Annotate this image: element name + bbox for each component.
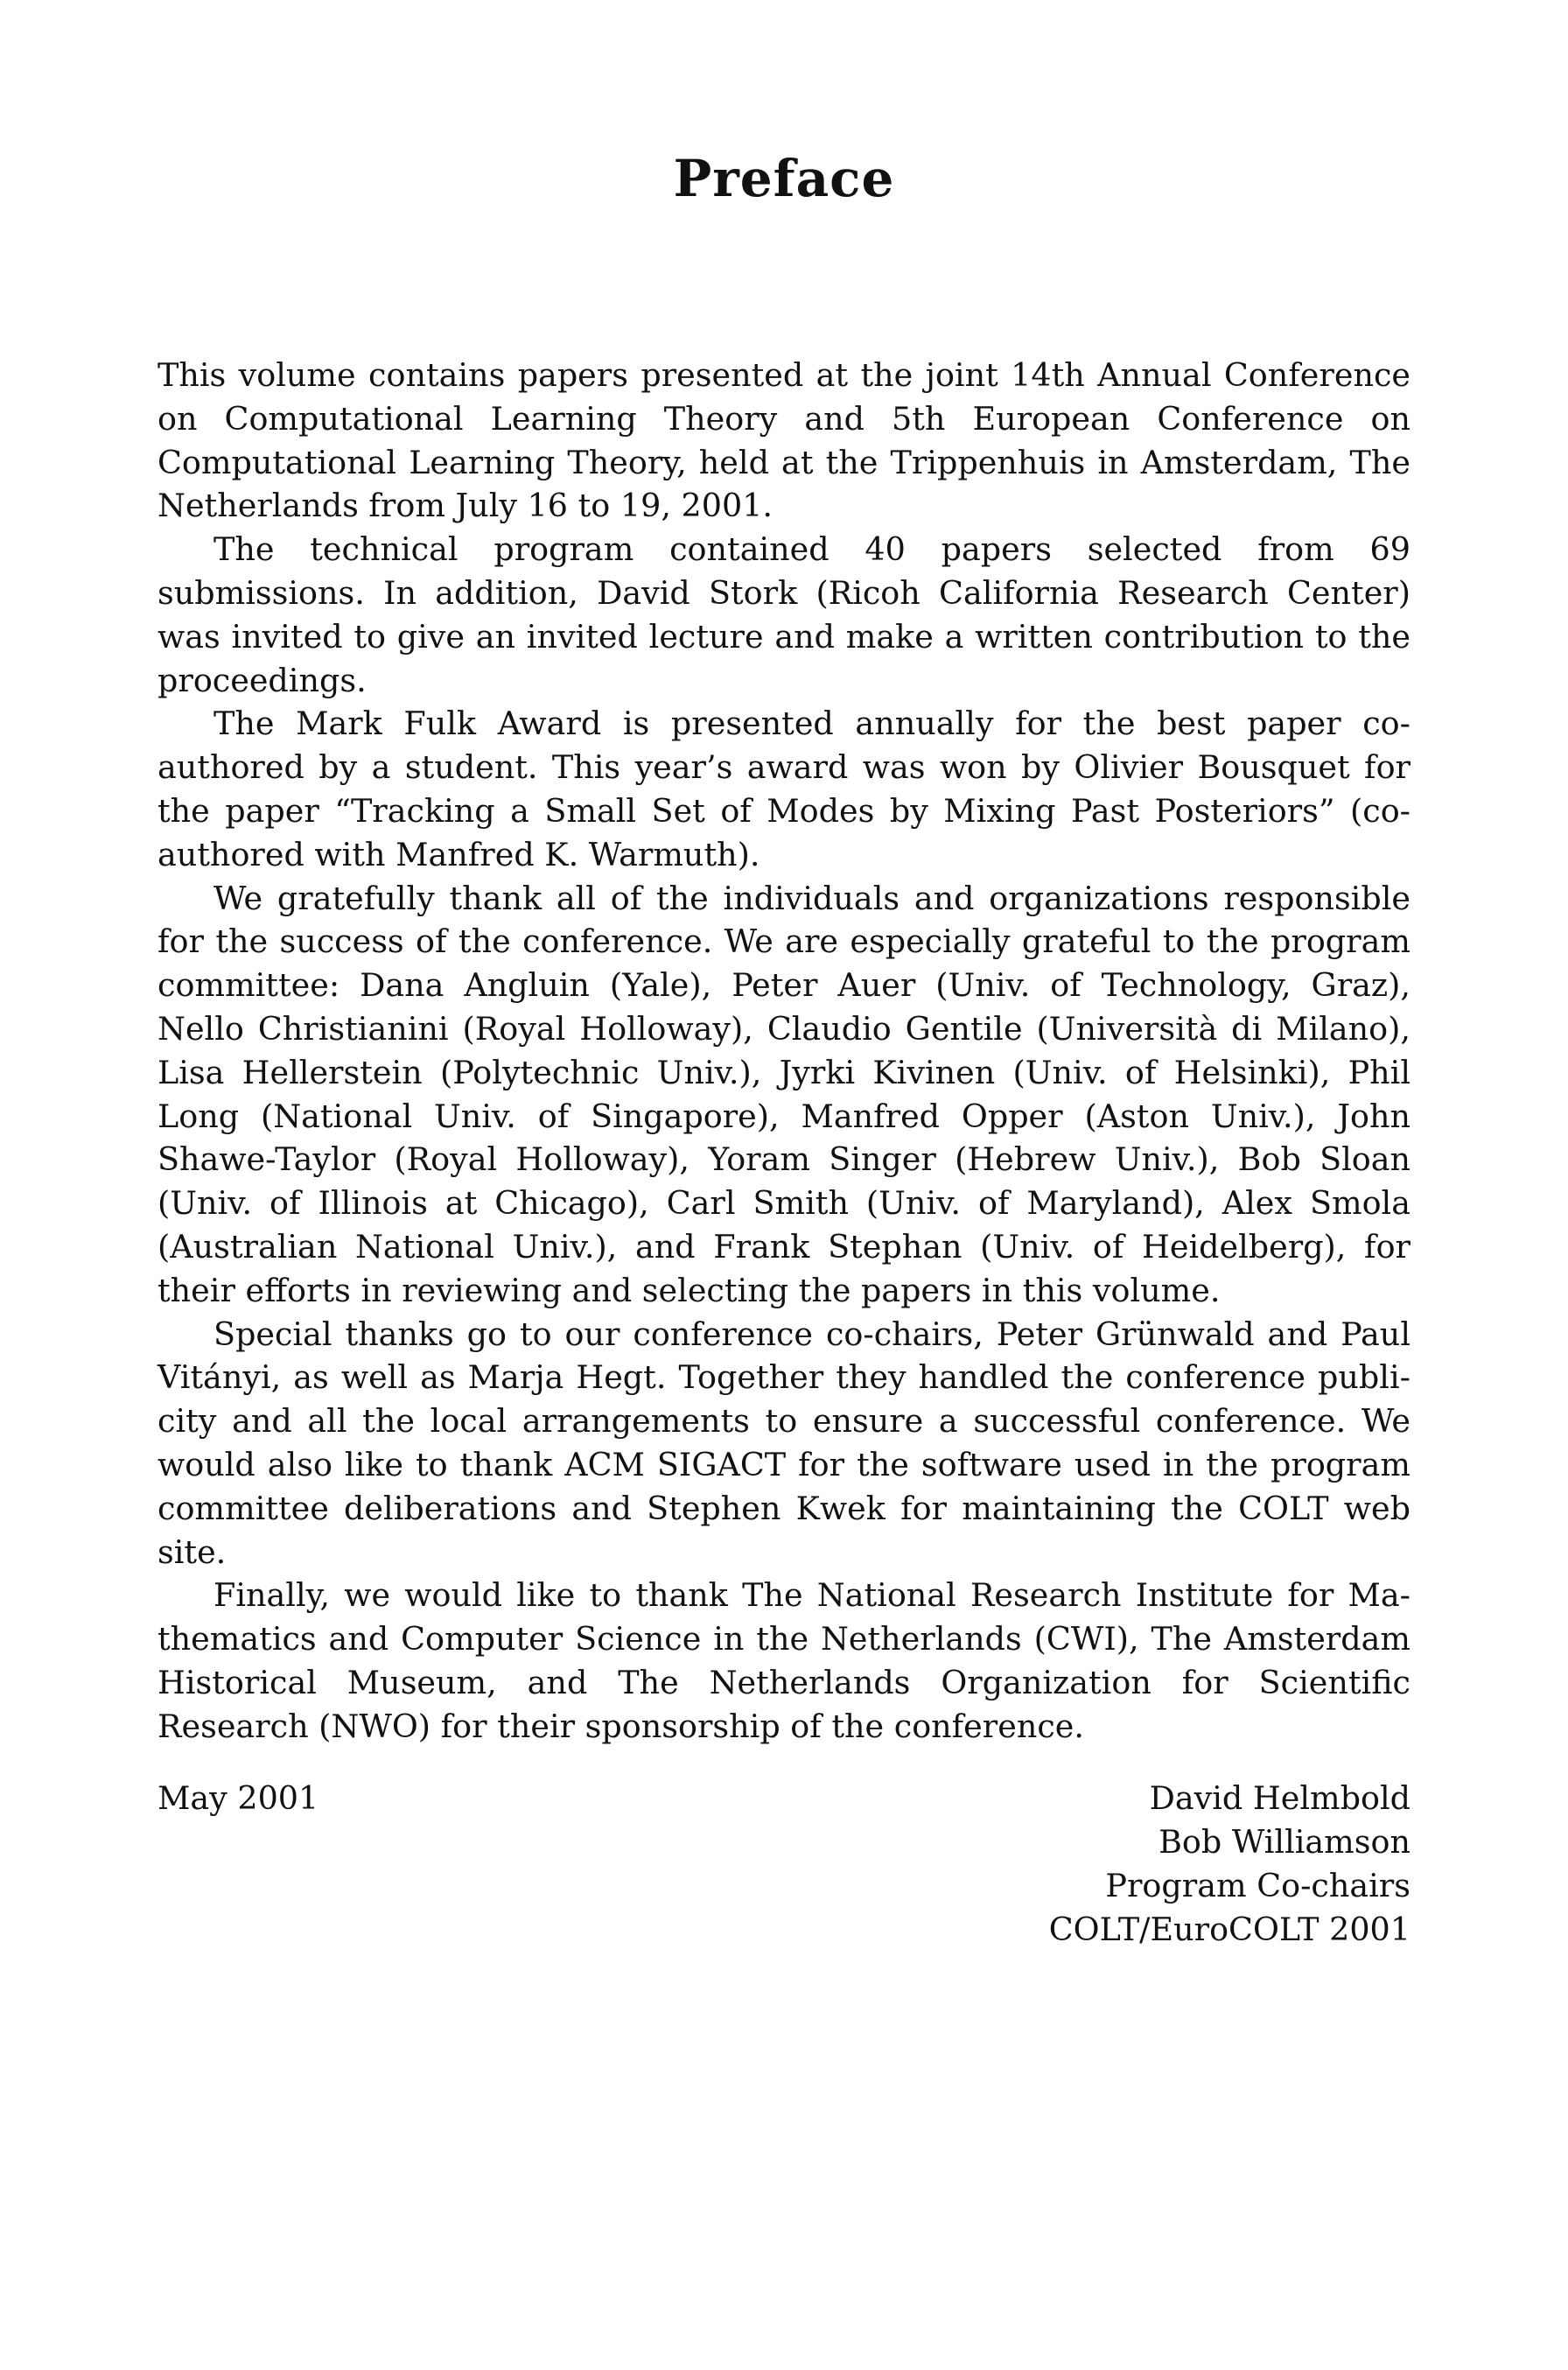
paragraph-5: Special thanks go to our conference co-chairs, Peter Grünwald and Paul Vitányi, as well as Marja Hegt. Together they handled the conference publicity and all the local arrangements to ensure a successful conference. We would also like to thank ACM SIGACT for the software used in the program committee deliberations and Stephen Kwek for maintaining the COLT web site. xyxy=(158,1315,1410,1571)
signature-name-2: Bob Williamson xyxy=(1158,1823,1410,1861)
paragraph-6: Finally, we would like to thank The National Research Institute for Mathematics and Computer Science in the Netherlands (CWI), The Amsterdam Historical Museum, and The Netherlands Organization for Scientific Research (NWO) for their sponsorship of the conference. xyxy=(158,1576,1410,1745)
signature-block xyxy=(1049,1777,1410,1952)
signature-name-1: David Helmbold xyxy=(1149,1779,1410,1817)
preface-body xyxy=(158,354,1410,1749)
paragraph-2: The technical program contained 40 papers selected from 69 submissions. In addition, David Stork (Ricoh California Research Center) was invited to give an invited lecture and make a written contribution to the proceedings. xyxy=(158,530,1410,699)
signature-event: COLT/EuroCOLT 2001 xyxy=(1048,1911,1410,1948)
signature-role: Program Co-chairs xyxy=(1105,1867,1410,1904)
paragraph-1: This volume contains papers presented at the joint 14th Annual Conference on Computational Learning Theory and 5th European Conference on Computational Learning Theory, held at the Trippenhuis in Amsterdam, The Netherlands from July 16 to 19, 2001. xyxy=(158,356,1410,525)
paragraph-4: We gratefully thank all of the individuals and organizations responsible for the success of the conference. We are especially grateful to the program committee: Dana Angluin (Yale), Peter Auer (Univ. of Technology, Graz), Nello Christianini (Royal Holloway), Claudio Gentile (Università di Milano), Lisa Hellerstein (Polytechnic Univ.), Jyrki Kivinen (Univ. of Helsinki), Phil Long (National Univ. of Singapore), Manfred Opper (Aston Univ.), John Shawe-Taylor (Royal Holloway), Yoram Singer (Hebrew Univ.), Bob Sloan (Univ. of Illinois at Chicago), Carl Smith (Univ. of Maryland), Alex Smola (Australian National Univ.), and Frank Stephan (Univ. of Heidelberg), for their efforts in reviewing and selecting the papers in this volume. xyxy=(158,879,1410,1309)
date: May 2001 xyxy=(158,1779,319,1817)
page-title: Preface xyxy=(673,149,895,208)
paragraph-3: The Mark Fulk Award is presented annually for the best paper co-authored by a student. This year’s award was won by Olivier Bousquet for the paper “Tracking a Small Set of Modes by Mixing Past Posteriors” (co-authored with Manfred K. Warmuth). xyxy=(158,705,1410,873)
